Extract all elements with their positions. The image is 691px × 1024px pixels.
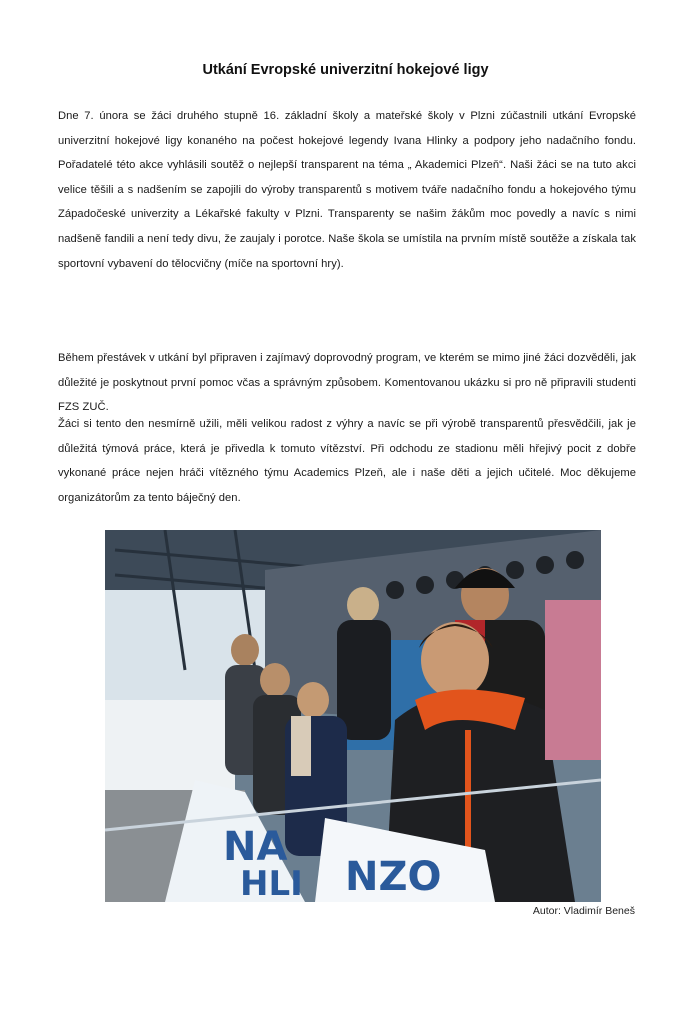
banner-text-3: NZO bbox=[345, 854, 442, 900]
paragraph-1: Dne 7. února se žáci druhého stupně 16. základní školy a mateřské školy v Plzni zúčastnili utkání Evropské univerzitní hokejové ligy konaného na počest hokejové legendy Ivana Hlinky a podpory jeho nadačního fondu. Pořadatelé této akce vyhlásili soutěž o nejlepší transparent na téma „ Akademici Plzeň“. Naši žáci se na tuto akci velice těšili a s nadšením se zapojili do výroby transparentů s motivem tváře nadačního fondu a hokejového týmu Západočeské univerzity a Lékařské fakulty v Plzni. Transparenty se našim žákům moc povedly a navíc s nimi nadšeně fandili a není tedy divu, že zaujaly i porotce. Naše škola se umístila na prvním místě soutěže a získala tak sportovní vybavení do tělocvičny (míče na sportovní hry). bbox=[58, 110, 636, 270]
banner-text-2: HLI bbox=[240, 864, 303, 902]
hockey-stands-illustration bbox=[105, 530, 601, 902]
paragraph-2: Během přestávek v utkání byl připraven i zajímavý doprovodný program, ve kterém se mimo jiné žáci dozvěděli, jak důležité je poskytnout první pomoc včas a správným způsobem. Komentovanou ukázku si pro ně připravili studenti FZS ZUČ. bbox=[58, 352, 636, 414]
banner-text-1: NA bbox=[223, 824, 288, 870]
paragraph-3: Žáci si tento den nesmírně užili, měli velikou radost z výhry a navíc se při výrobě transparentů přesvědčili, jak je důležitá týmová práce, která je přivedla k tomuto vítězství. Při odchodu ze stadionu měli hřejivý pocit z dobře vykonané práce nejen hráči vítězného týmu Academics Plzeň, ale i naše děti a jejich učitelé. Moc děkujeme organizátorům za tento báječný den. bbox=[58, 418, 636, 504]
page-title: Utkání Evropské univerzitní hokejové ligy bbox=[202, 62, 489, 78]
event-photo bbox=[105, 530, 601, 902]
photo-credit: Autor: Vladimír Beneš bbox=[532, 905, 635, 917]
